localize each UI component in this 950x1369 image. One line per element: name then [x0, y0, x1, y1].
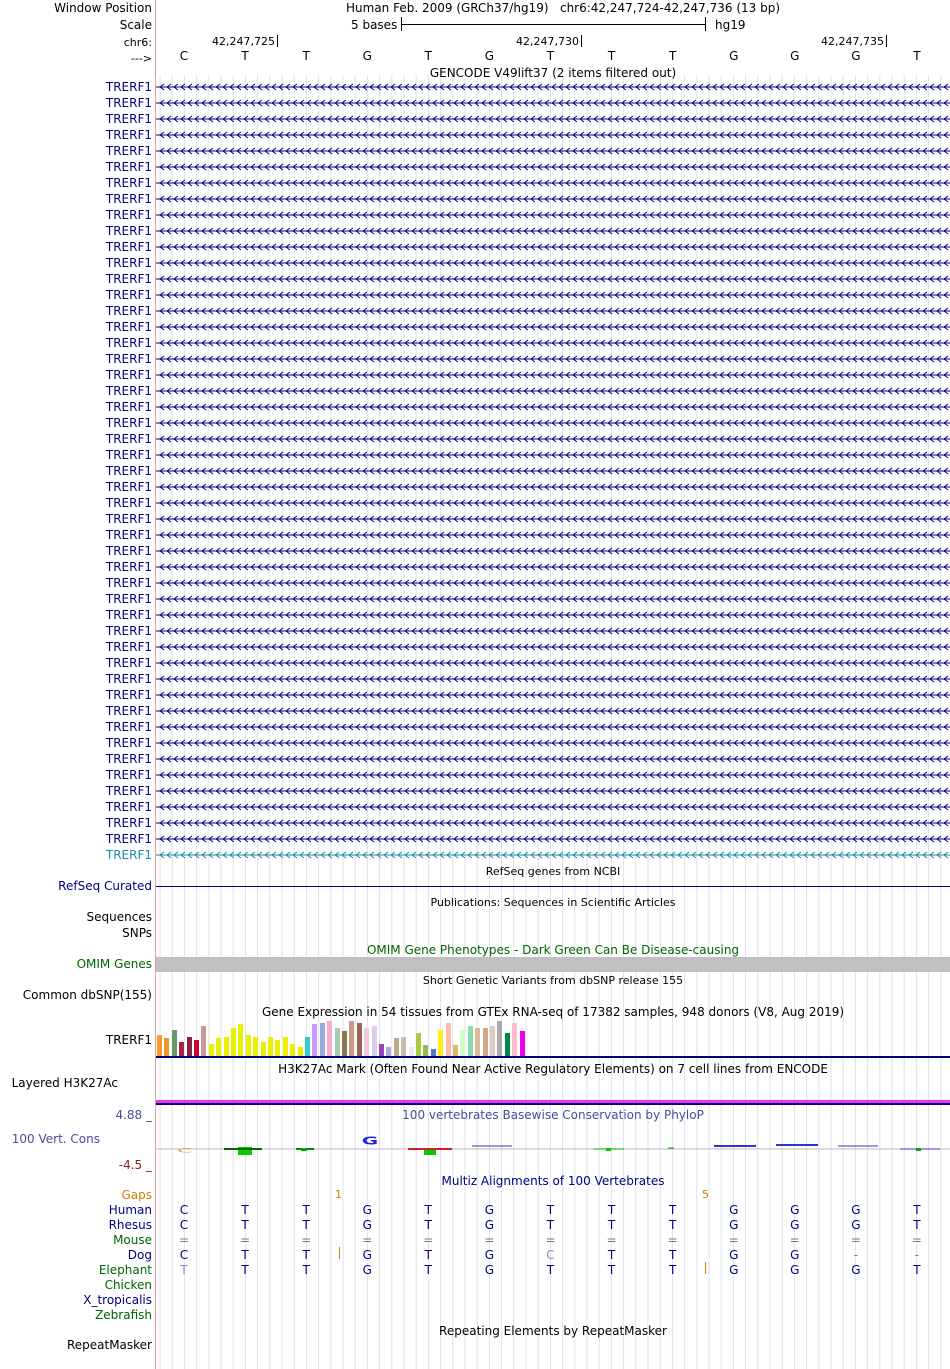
alignment-base: T [607, 1248, 616, 1262]
gtex-tissue-bar[interactable] [446, 1023, 451, 1056]
gtex-tissue-bar[interactable] [520, 1031, 525, 1056]
alignment-base: = [301, 1233, 312, 1247]
gtex-tissue-bar[interactable] [327, 1021, 332, 1056]
alignment-base: = [240, 1233, 251, 1247]
alignment-base: T [913, 1203, 921, 1217]
reference-base: G [362, 49, 372, 63]
alignment-base: T [607, 1218, 616, 1232]
coord-tick-2: 42,247,730 [516, 35, 582, 49]
gtex-tissue-bar[interactable] [209, 1044, 214, 1056]
gtex-baseline [156, 1056, 950, 1058]
alignment-base: G [362, 1263, 372, 1277]
gtex-tissue-bar[interactable] [187, 1037, 192, 1056]
refseq-track-title: RefSeq genes from NCBI [485, 865, 621, 878]
species-label[interactable]: Dog [127, 1248, 152, 1262]
alignment-base: = [362, 1233, 373, 1247]
alignment-base: T [302, 1263, 310, 1277]
gencode-transcript-line[interactable] [156, 194, 950, 204]
gencode-transcript-line[interactable] [156, 482, 950, 492]
gencode-transcript-line[interactable] [156, 818, 950, 828]
alignment-base: C [546, 1248, 555, 1262]
gtex-tissue-bar[interactable] [431, 1049, 436, 1056]
gencode-transcript-label[interactable]: TRERF1 [105, 800, 152, 814]
alignment-base: G [790, 1248, 800, 1262]
gencode-transcript-label[interactable]: TRERF1 [105, 112, 152, 126]
gencode-transcript-line[interactable] [156, 850, 950, 860]
gencode-transcript-line[interactable] [156, 450, 950, 460]
h3k27ac-track-label[interactable]: Layered H3K27Ac [11, 1076, 118, 1090]
gencode-transcript-label[interactable]: TRERF1 [105, 432, 152, 446]
gencode-transcript-line[interactable] [156, 434, 950, 444]
species-label[interactable]: Chicken [104, 1278, 152, 1292]
refseq-track-label[interactable]: RefSeq Curated [58, 879, 152, 893]
gencode-transcript-label[interactable]: TRERF1 [105, 656, 152, 670]
gencode-transcript-line[interactable] [156, 530, 950, 540]
gtex-tissue-bar[interactable] [468, 1026, 473, 1056]
gtex-tissue-bar[interactable] [401, 1037, 406, 1056]
gencode-transcript-label[interactable]: TRERF1 [105, 736, 152, 750]
gtex-tissue-bar[interactable] [357, 1023, 362, 1056]
alignment-base: = [178, 1233, 190, 1247]
gencode-transcript-line[interactable] [156, 226, 950, 236]
gencode-transcript-line[interactable] [156, 162, 950, 172]
gtex-tissue-bar[interactable] [216, 1038, 221, 1056]
gencode-track-title: GENCODE V49lift37 (2 items filtered out) [429, 66, 677, 80]
reference-base: T [668, 49, 677, 63]
gtex-tissue-bar[interactable] [460, 1030, 465, 1056]
gencode-transcript-label[interactable]: TRERF1 [105, 336, 152, 350]
alignment-base: G [790, 1218, 800, 1232]
gencode-transcript-label[interactable]: TRERF1 [105, 416, 152, 430]
gencode-transcript-label[interactable]: TRERF1 [105, 624, 152, 638]
scale-bar [401, 17, 706, 31]
alignment-base: T [607, 1263, 616, 1277]
reference-base: T [241, 49, 249, 63]
reference-base: G [729, 49, 739, 63]
alignment-base: T [424, 1248, 432, 1262]
alignment-base: T [241, 1248, 249, 1262]
gtex-tissue-bar[interactable] [379, 1044, 384, 1056]
species-label[interactable]: Zebrafish [95, 1308, 152, 1322]
repeatmasker-track-label[interactable]: RepeatMasker [66, 1338, 152, 1352]
gencode-transcript-line[interactable] [156, 130, 950, 140]
gtex-tissue-bar[interactable] [305, 1037, 310, 1056]
phylop-max-label: 4.88 _ [115, 1108, 152, 1122]
alignment-base: G [729, 1263, 739, 1277]
gtex-tissue-bar[interactable] [438, 1030, 443, 1056]
assembly-name: Human Feb. 2009 (GRCh37/hg19) [346, 1, 549, 15]
gtex-tissue-bar[interactable] [394, 1038, 399, 1056]
gencode-transcript-line[interactable] [156, 402, 950, 412]
gencode-transcript-label[interactable]: TRERF1 [105, 544, 152, 558]
gencode-transcript-label[interactable]: TRERF1 [105, 192, 152, 206]
alignment-base: T [241, 1203, 249, 1217]
alignment-base: T [913, 1218, 921, 1232]
gtex-tissue-bar[interactable] [505, 1033, 510, 1056]
alignment-base: G [484, 1248, 495, 1262]
alignment-base: = [789, 1233, 800, 1247]
alignment-base: G [790, 1263, 800, 1277]
phylop-conservation-plot[interactable] [156, 1130, 950, 1160]
gencode-transcript-line[interactable] [156, 722, 950, 732]
gtex-tissue-bar[interactable] [157, 1035, 162, 1056]
gtex-tissue-bar[interactable] [298, 1047, 303, 1056]
label-column-divider [155, 0, 156, 1369]
alignment-base: G [851, 1263, 861, 1277]
dog-insertion-mark [339, 1247, 340, 1259]
alignment-base: G [484, 1218, 495, 1232]
phylop-c-glyph [177, 1147, 192, 1155]
gencode-transcript-label[interactable]: TRERF1 [105, 592, 152, 606]
gencode-transcript-line[interactable] [156, 610, 950, 620]
gtex-tissue-bar[interactable] [238, 1024, 243, 1056]
gencode-transcript-line[interactable] [156, 674, 950, 684]
gencode-transcript-label[interactable]: TRERF1 [105, 672, 152, 686]
gencode-transcript-line[interactable] [156, 690, 950, 700]
gencode-transcript-line[interactable] [156, 354, 950, 364]
alignment-base: = [911, 1233, 922, 1247]
gtex-tissue-bar[interactable] [423, 1045, 428, 1056]
gencode-transcript-line[interactable] [156, 370, 950, 380]
gtex-tissue-bar[interactable] [386, 1047, 391, 1056]
reference-base: T [913, 49, 921, 63]
h3k27ac-baseline [156, 1103, 950, 1105]
gencode-transcript-label[interactable]: TRERF1 [105, 368, 152, 382]
alignment-base: T [424, 1218, 432, 1232]
gap-mark-1: 1 [335, 1188, 342, 1201]
chrom-label: chr6: [123, 36, 152, 49]
gtex-tissue-bar[interactable] [512, 1023, 517, 1056]
gtex-tissue-bar[interactable] [268, 1037, 273, 1056]
reference-base: T [546, 49, 555, 63]
reference-base: G [851, 49, 861, 63]
gtex-tissue-bar[interactable] [409, 1047, 414, 1056]
alignment-base: = [423, 1233, 434, 1247]
alignment-base: T [424, 1263, 432, 1277]
gtex-tissue-bar[interactable] [179, 1042, 184, 1056]
gtex-tissue-bar[interactable] [342, 1031, 347, 1056]
scale-text: 5 bases [351, 18, 398, 32]
window-position-label: Window Position [54, 1, 152, 15]
gencode-transcript-label[interactable]: TRERF1 [105, 320, 152, 334]
gencode-transcript-line[interactable] [156, 546, 950, 556]
gencode-transcript-line[interactable] [156, 738, 950, 748]
alignment-base: T [302, 1203, 310, 1217]
gencode-transcript-line[interactable] [156, 626, 950, 636]
gencode-transcript-label[interactable]: TRERF1 [105, 400, 152, 414]
gencode-transcript-label[interactable]: TRERF1 [105, 144, 152, 158]
gtex-tissue-bar[interactable] [364, 1028, 369, 1056]
coord-tick-1: 42,247,725 [212, 35, 278, 49]
alignment-base: = [545, 1233, 556, 1247]
gencode-transcript-line[interactable] [156, 642, 950, 652]
gencode-transcript-line[interactable] [156, 786, 950, 796]
gencode-transcript-line[interactable] [156, 754, 950, 764]
gap-mark-2: 5 [702, 1188, 709, 1201]
alignment-base: = [728, 1233, 739, 1247]
strand-label: ---> [130, 52, 152, 65]
gencode-transcript-label[interactable]: TRERF1 [105, 176, 152, 190]
gencode-transcript-line[interactable] [156, 306, 950, 316]
species-label[interactable]: Mouse [113, 1233, 152, 1247]
gencode-transcript-label[interactable]: TRERF1 [105, 848, 152, 862]
gtex-tissue-bar[interactable] [372, 1026, 377, 1056]
gaps-label: Gaps [121, 1188, 152, 1202]
alignment-base: T [668, 1218, 677, 1232]
gencode-transcript-line[interactable] [156, 770, 950, 780]
alignment-base: C [179, 1203, 189, 1217]
alignment-base: T [180, 1263, 188, 1277]
gtex-tissue-bar[interactable] [224, 1037, 229, 1056]
gencode-transcript-label[interactable]: TRERF1 [105, 720, 152, 734]
alignment-base: = [850, 1233, 861, 1247]
gencode-transcript-line[interactable] [156, 98, 950, 108]
refseq-gene-line[interactable] [156, 886, 950, 887]
gencode-transcript-line[interactable] [156, 466, 950, 476]
db-label: hg19 [715, 18, 746, 32]
gencode-transcript-label[interactable]: TRERF1 [105, 704, 152, 718]
species-label[interactable]: X_tropicalis [83, 1293, 152, 1307]
gencode-transcript-label[interactable]: TRERF1 [105, 832, 152, 846]
alignment-base: = [667, 1233, 678, 1247]
gtex-tissue-bar[interactable] [490, 1026, 495, 1056]
publications-track-title: Publications: Sequences in Scientific Articles [430, 896, 676, 909]
alignment-base: = [606, 1233, 617, 1247]
phylop-track-label[interactable]: 100 Vert. Cons [11, 1132, 100, 1146]
phylop-track-title: 100 vertebrates Basewise Conservation by PhyloP [402, 1108, 704, 1122]
gencode-transcript-label[interactable]: TRERF1 [105, 480, 152, 494]
gtex-tissue-bar[interactable] [261, 1042, 266, 1056]
gencode-transcript-line[interactable] [156, 338, 950, 348]
alignment-base: T [302, 1248, 310, 1262]
gencode-transcript-line[interactable] [156, 242, 950, 252]
snps-track-label[interactable]: SNPs [122, 926, 152, 940]
gencode-transcript-line[interactable] [156, 322, 950, 332]
alignment-base: T [546, 1218, 555, 1232]
gtex-tissue-bar[interactable] [497, 1021, 502, 1056]
gencode-transcript-line[interactable] [156, 658, 950, 668]
alignment-base: G [729, 1203, 739, 1217]
gencode-transcript-label[interactable]: TRERF1 [105, 208, 152, 222]
alignment-base: T [668, 1203, 677, 1217]
h3k27ac-track-title: H3K27Ac Mark (Often Found Near Active Regulatory Elements) on 7 cell lines from ENCODE [278, 1062, 828, 1076]
gencode-transcript-label[interactable]: TRERF1 [105, 784, 152, 798]
gencode-transcript-label[interactable]: TRERF1 [105, 240, 152, 254]
gencode-transcript-line[interactable] [156, 498, 950, 508]
alignment-base: T [607, 1203, 616, 1217]
gencode-transcript-label[interactable]: TRERF1 [105, 96, 152, 110]
alignment-base: G [729, 1218, 739, 1232]
alignment-base: T [302, 1218, 310, 1232]
gencode-transcript-label[interactable]: TRERF1 [105, 128, 152, 142]
gtex-tissue-bar[interactable] [416, 1033, 421, 1056]
omim-track-label[interactable]: OMIM Genes [76, 957, 152, 971]
gencode-transcript-label[interactable]: TRERF1 [105, 496, 152, 510]
phylop-min-label: -4.5 _ [118, 1158, 152, 1172]
gencode-transcript-label[interactable]: TRERF1 [105, 608, 152, 622]
gtex-tissue-bar[interactable] [475, 1028, 480, 1056]
gtex-tissue-bar[interactable] [320, 1023, 325, 1056]
gtex-tissue-bar[interactable] [275, 1040, 280, 1056]
gencode-transcript-label[interactable]: TRERF1 [105, 640, 152, 654]
alignment-base: G [484, 1203, 495, 1217]
coord-tick-3: 42,247,735 [821, 35, 887, 49]
elephant-insertion-mark [705, 1262, 706, 1274]
alignment-base: T [241, 1218, 249, 1232]
gtex-tissue-bar[interactable] [253, 1037, 258, 1056]
alignment-base: T [424, 1203, 432, 1217]
gencode-transcript-line[interactable] [156, 146, 950, 156]
gtex-tissue-bar[interactable] [231, 1028, 236, 1056]
gencode-transcript-line[interactable] [156, 418, 950, 428]
gencode-transcript-label[interactable]: TRERF1 [105, 384, 152, 398]
gtex-tissue-bar[interactable] [290, 1044, 295, 1056]
reference-base: G [790, 49, 800, 63]
dbsnp-track-title: Short Genetic Variants from dbSNP release 155 [422, 974, 684, 987]
gencode-transcript-label[interactable]: TRERF1 [105, 464, 152, 478]
gencode-transcript-line[interactable] [156, 178, 950, 188]
gtex-tissue-bar[interactable] [453, 1045, 458, 1056]
omim-track-title: OMIM Gene Phenotypes - Dark Green Can Be Disease-causing [366, 943, 740, 957]
reference-base: T [424, 49, 432, 63]
repeatmasker-track-title: Repeating Elements by RepeatMasker [439, 1324, 667, 1338]
alignment-base: T [913, 1263, 921, 1277]
alignment-base: G [362, 1248, 372, 1262]
gencode-transcript-line[interactable] [156, 562, 950, 572]
gencode-transcript-label[interactable]: TRERF1 [105, 448, 152, 462]
position-readout: chr6:42,247,724-42,247,736 (13 bp) [559, 1, 781, 15]
alignment-base: C [179, 1248, 189, 1262]
gtex-expression-chart[interactable] [156, 1021, 950, 1056]
gencode-transcript-label[interactable]: TRERF1 [105, 352, 152, 366]
gtex-track-title: Gene Expression in 54 tissues from GTEx RNA-seq of 17382 samples, 948 donors (V8, Aug 2019) [261, 1005, 845, 1019]
omim-gene-block[interactable] [156, 957, 950, 972]
species-label[interactable]: Rhesus [108, 1218, 152, 1232]
reference-base: T [607, 49, 616, 63]
gtex-tissue-bar[interactable] [164, 1038, 169, 1056]
gencode-transcript-line[interactable] [156, 274, 950, 284]
alignment-base: - [914, 1248, 920, 1262]
alignment-base: G [729, 1248, 739, 1262]
gencode-transcript-label[interactable]: TRERF1 [105, 80, 152, 94]
alignment-base: - [853, 1248, 859, 1262]
gtex-track-label[interactable]: TRERF1 [105, 1033, 152, 1047]
gencode-transcript-line[interactable] [156, 802, 950, 812]
gtex-tissue-bar[interactable] [335, 1028, 340, 1056]
gencode-transcript-label[interactable]: TRERF1 [105, 224, 152, 238]
reference-base: C [179, 49, 189, 63]
gencode-transcript-label[interactable]: TRERF1 [105, 576, 152, 590]
gencode-transcript-line[interactable] [156, 514, 950, 524]
gencode-transcript-label[interactable]: TRERF1 [105, 512, 152, 526]
alignment-base: T [546, 1263, 555, 1277]
gencode-transcript-line[interactable] [156, 210, 950, 220]
alignment-base: T [668, 1263, 677, 1277]
alignment-base: G [851, 1218, 861, 1232]
gencode-transcript-label[interactable]: TRERF1 [105, 688, 152, 702]
gencode-transcript-label[interactable]: TRERF1 [105, 560, 152, 574]
gencode-transcript-line[interactable] [156, 578, 950, 588]
gencode-transcript-label[interactable]: TRERF1 [105, 288, 152, 302]
gencode-transcript-label[interactable]: TRERF1 [105, 304, 152, 318]
gtex-tissue-bar[interactable] [349, 1021, 354, 1056]
species-label[interactable]: Human [108, 1203, 152, 1217]
svg-text:G: G [361, 1134, 379, 1148]
gencode-transcript-label[interactable]: TRERF1 [105, 256, 152, 270]
gencode-transcript-line[interactable] [156, 290, 950, 300]
scale-label: Scale [119, 18, 152, 32]
gencode-transcript-label[interactable]: TRERF1 [105, 816, 152, 830]
alignment-base: G [362, 1203, 372, 1217]
alignment-base: T [668, 1248, 677, 1262]
alignment-base: G [851, 1203, 861, 1217]
gtex-tissue-bar[interactable] [283, 1037, 288, 1056]
multiz-track-title: Multiz Alignments of 100 Vertebrates [441, 1174, 665, 1188]
dbsnp-track-label[interactable]: Common dbSNP(155) [22, 988, 152, 1002]
gtex-tissue-bar[interactable] [246, 1035, 251, 1056]
gtex-tissue-bar[interactable] [194, 1040, 199, 1056]
gtex-tissue-bar[interactable] [483, 1028, 488, 1056]
alignment-base: = [484, 1233, 495, 1247]
reference-base: T [302, 49, 310, 63]
alignment-base: G [790, 1203, 800, 1217]
gencode-transcript-label[interactable]: TRERF1 [105, 528, 152, 542]
gencode-transcript-line[interactable] [156, 386, 950, 396]
gtex-tissue-bar[interactable] [201, 1026, 206, 1056]
alignment-base: T [546, 1203, 555, 1217]
gencode-transcript-line[interactable] [156, 594, 950, 604]
alignment-base: C [179, 1218, 189, 1232]
alignment-base: T [241, 1263, 249, 1277]
gencode-transcript-label[interactable]: TRERF1 [105, 272, 152, 286]
gencode-transcript-label[interactable]: TRERF1 [105, 768, 152, 782]
species-label[interactable]: Elephant [98, 1263, 152, 1277]
gencode-transcript-line[interactable] [156, 258, 950, 268]
gtex-tissue-bar[interactable] [172, 1030, 177, 1056]
gencode-transcript-label[interactable]: TRERF1 [105, 160, 152, 174]
alignment-base: G [484, 1263, 495, 1277]
gencode-transcript-label[interactable]: TRERF1 [105, 752, 152, 766]
alignment-base: G [362, 1218, 372, 1232]
reference-base: G [484, 49, 495, 63]
svg-text:C: C [177, 1146, 193, 1155]
gencode-transcript-line[interactable] [156, 114, 950, 124]
gencode-transcript-line[interactable] [156, 834, 950, 844]
gencode-transcript-line[interactable] [156, 82, 950, 92]
gencode-transcript-line[interactable] [156, 706, 950, 716]
publications-track-label[interactable]: Sequences [86, 910, 152, 924]
gtex-tissue-bar[interactable] [312, 1024, 317, 1056]
assembly-title [346, 1, 780, 15]
